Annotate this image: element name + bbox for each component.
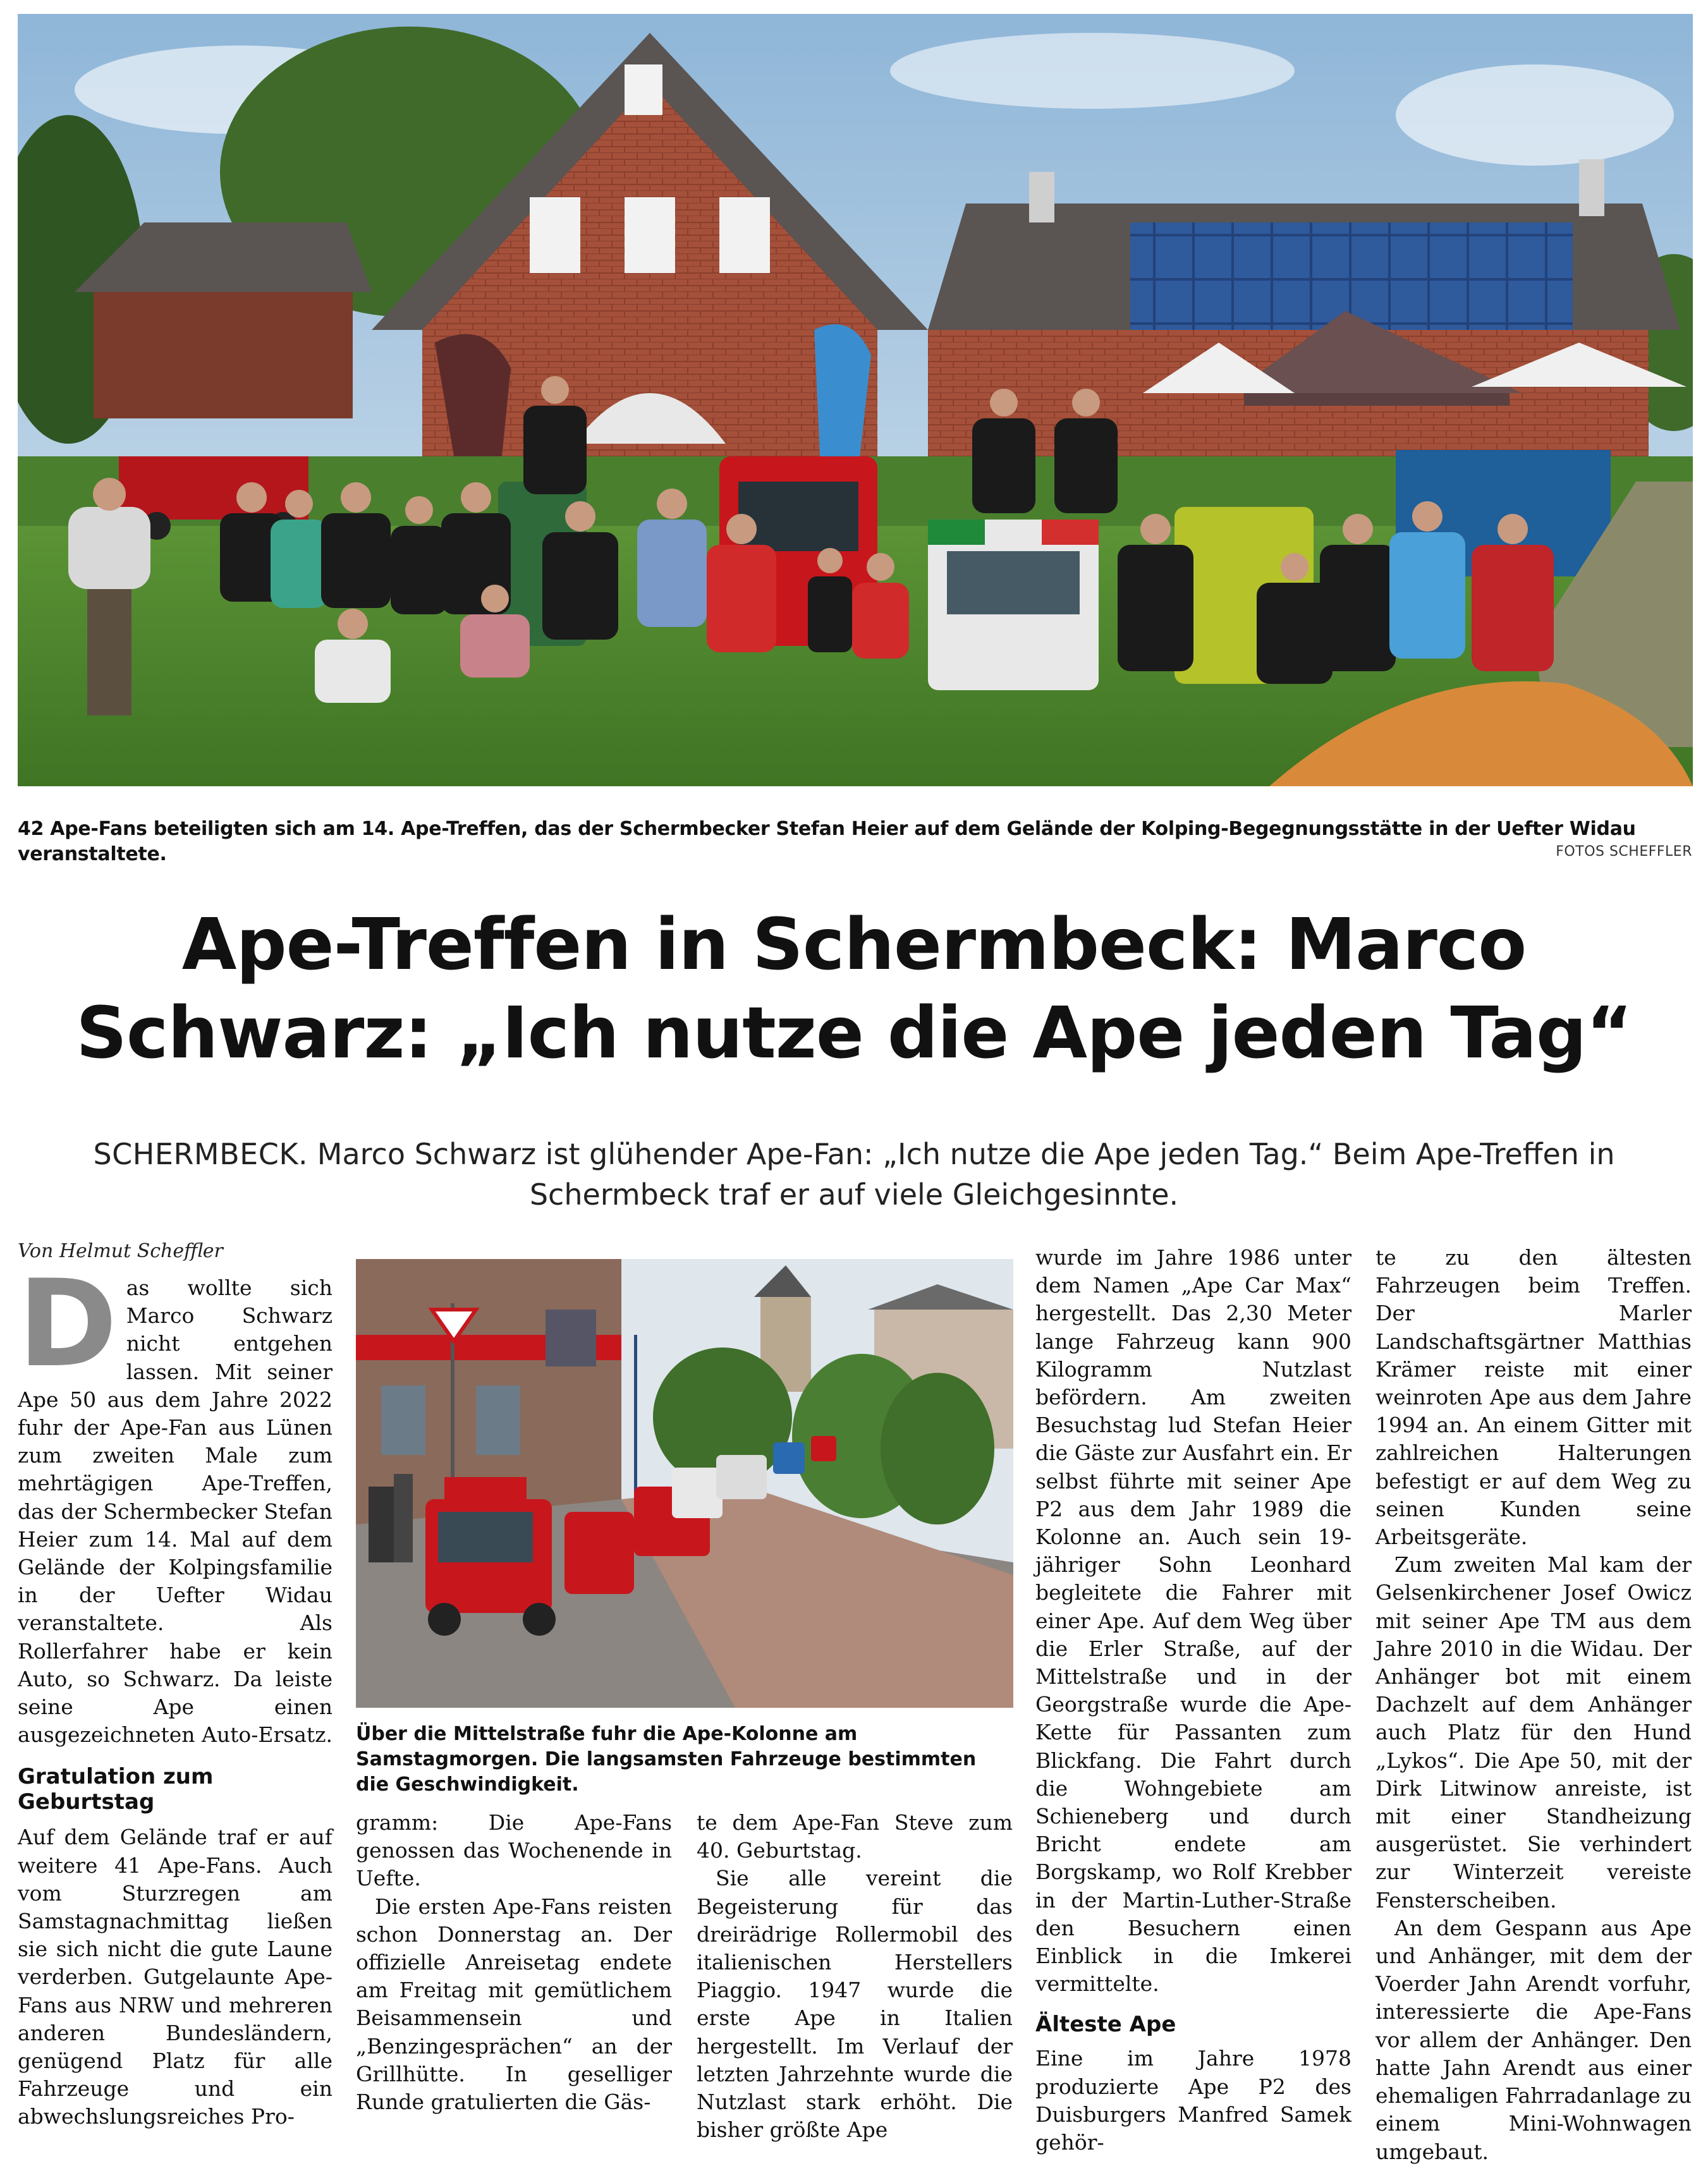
article-paragraph-1 [18, 1254, 333, 1749]
headline-line-1: Ape-Treffen in Schermbeck: Marco [181, 904, 1527, 986]
article-paragraph-3: Die ersten Ape-Fans reisten schon Donnerstag an. Der offizielle Anreisetag endete am Freitag mit gemütlichem Beisammensein und „Benzingesprächen“ an der Grillhütte. In geselliger Runde gratulierten die Gäs- [356, 1894, 672, 2115]
article-paragraph-2a: Auf dem Gelände traf er auf weitere 41 Ape-Fans. Auch vom Sturzregen am Samstagnachmittag ließen sie sich nicht die gute Laune verderben. Gutgelaunte Ape-Fans aus NRW und mehreren anderen Bundesländern, genügend Platz für alle Fahrzeuge und ein abwechslungsreiches Pro- [18, 1825, 332, 2129]
top-photo-caption: 42 Ape-Fans beteiligten sich am 14. Ape-Treffen, das der Schermbecker Stefan Heier auf dem Gelände der Kolping-Begegnungsstätte in der Uefter Widau veranstaltete. [18, 818, 1636, 865]
article-paragraph-3b: te dem Ape-Fan Steve zum 40. Geburtstag. [697, 1810, 1013, 1863]
street-photo-caption: Über die Mittelstraße fuhr die Ape-Kolonne am Samstagmorgen. Die langsamsten Fahrzeuge bestimmten die Geschwindigkeit. [356, 1723, 977, 1796]
dateline: SCHERMBECK. [93, 1137, 308, 1171]
article-column-3 [1035, 1244, 1351, 2157]
group-photo-illustration [18, 14, 1693, 786]
byline: Von Helmut Scheffler [18, 1240, 223, 1262]
photo-credit: FOTOS SCHEFFLER [1556, 844, 1692, 860]
article-column-1 [18, 1254, 333, 2131]
article-column-3-lower [697, 1809, 1013, 2144]
subheading-aelteste: Älteste Ape [1035, 2012, 1176, 2038]
article-paragraph-5: Eine im Jahre 1978 produzierte Ape P2 des Duisburgers Manfred Samek gehör- [1035, 2046, 1351, 2155]
lead-paragraph [38, 1134, 1670, 1215]
headline [13, 901, 1695, 1078]
headline-line-2: Schwarz: „Ich nutze die Ape jeden Tag“ [76, 992, 1632, 1074]
article-paragraph-4b: wurde im Jahre 1986 unter dem Namen „Ape Car Max“ hergestellt. Das 2,30 Meter lange Fahrzeug kann 900 Kilogramm Nutzlast befördern. Am zweiten Besuchstag lud Stefan Heier die Gäste zur Ausfahrt ein. Er selbst führte mit seiner Ape P2 aus dem Jahr 1989 die Kolonne an. Auch sein 19-jähriger Sohn Leonhard begleitete die Fahrer mit einer Ape. Auf dem Weg über die Erler Straße, auf der Mittelstraße und in der Georgstraße wurde die Ape-Kette für Passanten zum Blickfang. Die Fahrt durch die Wohngebiete am Schieneberg und durch Bricht endete am Borgskamp, wo Rolf Krebber in der Martin-Luther-Straße den Besuchern einen Einblick in die Imkerei vermittelte. [1035, 1245, 1351, 1997]
article-paragraph-2b: gramm: Die Ape-Fans genossen das Wochenende in Uefte. [356, 1810, 672, 1891]
article-paragraph-5b: te zu den ältesten Fahrzeugen beim Treffen. Der Marler Landschaftsgärtner Matthias Krämer reiste mit einer weinroten Ape aus dem Jahre 1994 an. An einem Gitter mit zahlreichen Halterungen befestigt er auf dem Weg zu seinen Kunden seine Arbeitsgeräte. [1376, 1245, 1692, 1550]
article-paragraph-4: Sie alle vereint die Begeisterung für das dreirädrige Rollermobil des italienischen Herstellers Piaggio. 1947 wurde die erste Ape in Italien hergestellt. Im Verlauf der letzten Jahrzehnte wurde die Nutzlast stark erhöht. Die bisher größte Ape [697, 1866, 1013, 2143]
article-column-4 [1376, 1244, 1692, 2166]
street-photo [356, 1259, 1013, 1708]
article-paragraph-6: Zum zweiten Mal kam der Gelsenkirchener Josef Owicz mit seiner Ape TM aus dem Jahre 2010 in die Widau. Der Anhänger bot mit einem Dachzelt auf dem Anhänger auch Platz für den Hund „Lykos“. Die Ape 50, mit der Dirk Litwinow anreiste, ist mit einer Standheizung ausgerüstet. Sie verhindert zur Winterzeit vereiste Fensterscheiben. [1376, 1552, 1692, 1913]
article-column-2 [356, 1809, 672, 2116]
subheading-gratulation: Gratulation zum Geburtstag [18, 1764, 214, 1815]
article-paragraph-1-text: as wollte sich Marco Schwarz nicht entgehen lassen. Mit seiner Ape 50 aus dem Jahre 2022 fuhr der Ape-Fan aus Lünen zum zweiten Male zum mehrtägigen Ape-Treffen, das der Schermbecker Stefan Heier zum 14. Mal auf dem Gelände der Kolpingsfamilie in der Uefter Widau veranstaltete. Als Rollerfahrer habe er kein Auto, so Schwarz. Da leiste seine Ape einen ausgezeichneten Auto-Ersatz. [18, 1275, 333, 1748]
street-photo-illustration [356, 1259, 1013, 1708]
group-photo [18, 14, 1693, 786]
article-paragraph-7: An dem Gespann aus Ape und Anhänger, mit dem der Voerder Jahn Arendt vorfuhr, interessierte die Ape-Fans vor allem der Anhänger. Den hatte Jahn Arendt aus einer ehemaligen Fahrradanlage zu einem Mini-Wohnwagen umgebaut. [1376, 1915, 1692, 2164]
drop-cap: D [18, 1254, 118, 1394]
lead-text: Marco Schwarz ist glühender Ape-Fan: „Ich nutze die Ape jeden Tag.“ Beim Ape-Treffen in Schermbeck traf er auf viele Gleichgesinnte. [308, 1137, 1615, 1212]
